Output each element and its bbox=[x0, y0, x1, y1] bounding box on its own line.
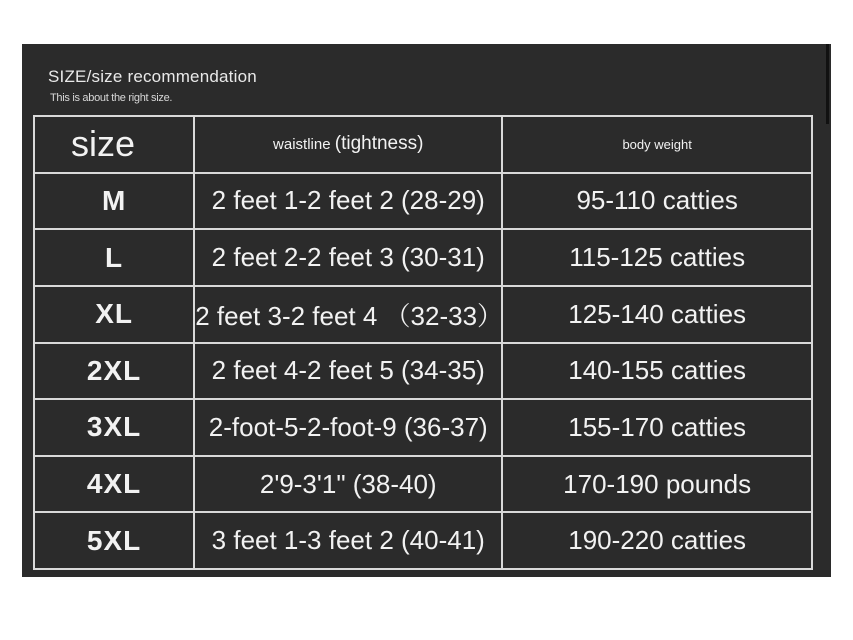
waist-cell: 3 feet 1-3 feet 2 (40-41) bbox=[194, 512, 502, 569]
table-row bbox=[34, 286, 812, 343]
size-cell: XL bbox=[34, 286, 194, 343]
table-row bbox=[34, 456, 812, 513]
chart-subtitle: This is about the right size. bbox=[50, 92, 173, 104]
table-row bbox=[34, 343, 812, 400]
weight-column-header: body weight bbox=[502, 116, 812, 173]
table-row bbox=[34, 173, 812, 230]
waistline-label: waistline bbox=[273, 136, 335, 154]
size-cell: L bbox=[34, 229, 194, 286]
size-cell: 3XL bbox=[34, 399, 194, 456]
table-row bbox=[34, 229, 812, 286]
divider bbox=[826, 44, 829, 124]
table-row bbox=[34, 512, 812, 569]
size-cell: M bbox=[34, 173, 194, 230]
chart-title: SIZE/size recommendation bbox=[48, 67, 257, 86]
weight-cell: 140-155 catties bbox=[502, 343, 812, 400]
size-cell: 5XL bbox=[34, 512, 194, 569]
waist-cell: 2-foot-5-2-foot-9 (36-37) bbox=[194, 399, 502, 456]
waist-cell: 2 feet 1-2 feet 2 (28-29) bbox=[194, 173, 502, 230]
weight-cell: 170-190 pounds bbox=[502, 456, 812, 513]
size-cell: 2XL bbox=[34, 343, 194, 400]
table-row bbox=[34, 399, 812, 456]
waist-cell: 2'9-3'1" (38-40) bbox=[194, 456, 502, 513]
size-column-header: size bbox=[34, 116, 194, 173]
weight-cell: 95-110 catties bbox=[502, 173, 812, 230]
tightness-label: (tightness) bbox=[334, 133, 424, 155]
size-table bbox=[33, 115, 813, 570]
waist-cell: 2 feet 3-2 feet 4 （32-33） bbox=[194, 286, 502, 343]
weight-cell: 115-125 catties bbox=[502, 229, 812, 286]
weight-cell: 190-220 catties bbox=[502, 512, 812, 569]
waist-cell: 2 feet 4-2 feet 5 (34-35) bbox=[194, 343, 502, 400]
table-header-row bbox=[34, 116, 812, 173]
waist-cell: 2 feet 2-2 feet 3 (30-31) bbox=[194, 229, 502, 286]
weight-cell: 125-140 catties bbox=[502, 286, 812, 343]
weight-cell: 155-170 catties bbox=[502, 399, 812, 456]
size-cell: 4XL bbox=[34, 456, 194, 513]
waistline-column-header bbox=[194, 116, 502, 173]
